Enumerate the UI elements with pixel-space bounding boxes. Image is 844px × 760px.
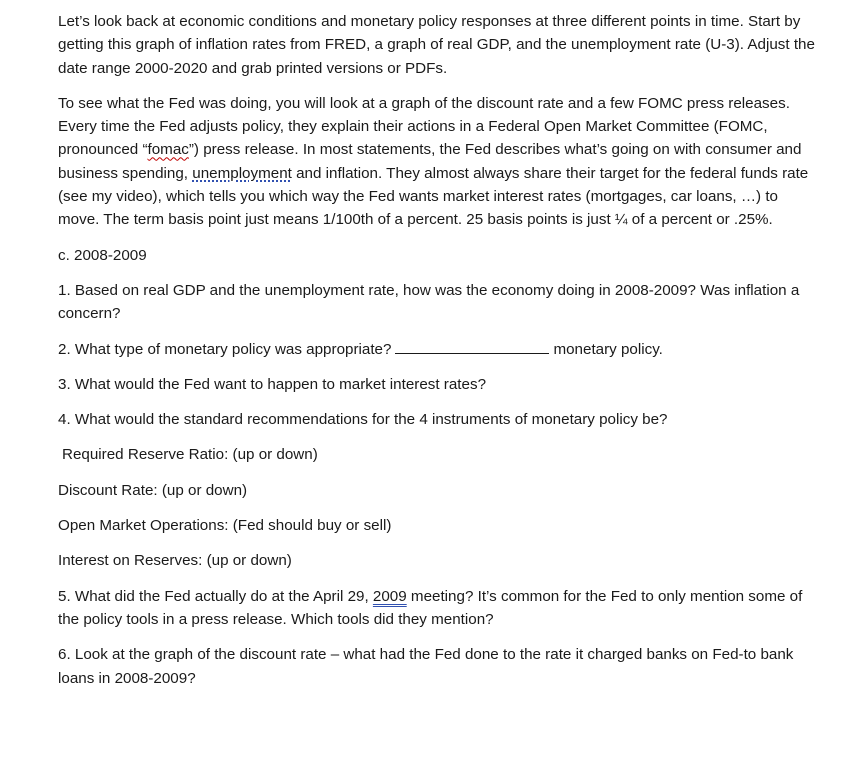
instrument-discount-rate: Discount Rate: (up or down) — [58, 481, 248, 499]
grammar-flag-2009[interactable]: 2009 — [372, 587, 407, 605]
section-heading: c. 2008-2009 — [58, 246, 147, 264]
intro-p2-text-c: and inflation. They almost always share their target for the federal funds rate (see my video), which tells you which way the Fed wants market interest rates (mortgages, car loans, …) to move. The term basis point just means 1/100th of a percent. 25 basis points is just ¼ of a percent or .25%. — [58, 164, 809, 229]
question-4: 4. What would the standard recommendations for the 4 instruments of monetary policy be? — [58, 411, 668, 429]
answer-blank[interactable] — [395, 338, 549, 354]
question-3: 3. What would the Fed want to happen to market interest rates? — [58, 375, 487, 393]
document-body — [58, 10, 818, 702]
question-6: 6. Look at the graph of the discount rate – what had the Fed done to the rate it charged banks on Fed-to bank loans in 2008-2009? — [58, 646, 794, 687]
question-5-text-b: meeting? It’s common for the Fed to only mention some of the policy tools in a press release. Which tools did they mention? — [58, 587, 803, 628]
question-1: 1. Based on real GDP and the unemployment rate, how was the economy doing in 2008-2009? Was inflation a concern? — [58, 281, 800, 323]
question-5-text-a: 5. What did the Fed actually do at the April 29, — [58, 587, 373, 605]
intro-paragraph-2 — [58, 92, 818, 232]
intro-paragraph-1: Let’s look back at economic conditions and monetary policy responses at three different points in time. Start by getting this graph of inflation rates from FRED, a graph of real GDP, and the unemployment rate (U-3). Adjust the date range 2000-2020 and grab printed versions or PDFs. — [58, 13, 815, 77]
instrument-open-market: Open Market Operations: (Fed should buy or sell) — [58, 517, 392, 535]
spelling-flag-fomac[interactable]: fomac — [147, 141, 189, 159]
grammar-flag-unemployment[interactable]: unemployment — [192, 164, 292, 182]
question-2 — [58, 338, 818, 361]
intro-p2-text-a: To see what the Fed was doing, you will look at a graph of the discount rate and a few FOMC press releases. Every time the Fed adjusts policy, they explain their actions in a Federal Open Market Committee (FOMC, pronounced “ — [58, 94, 790, 159]
intro-p2-text-b: ”) press release. In most statements, the Fed describes what’s going on with consumer and business spending, — [58, 141, 802, 182]
instrument-interest-reserves: Interest on Reserves: (up or down) — [58, 552, 292, 570]
question-2-suffix: monetary policy. — [553, 340, 663, 358]
question-5 — [58, 585, 818, 632]
instrument-reserve-ratio: Required Reserve Ratio: (up or down) — [62, 446, 318, 464]
question-2-text: 2. What type of monetary policy was appropriate? — [58, 340, 392, 358]
